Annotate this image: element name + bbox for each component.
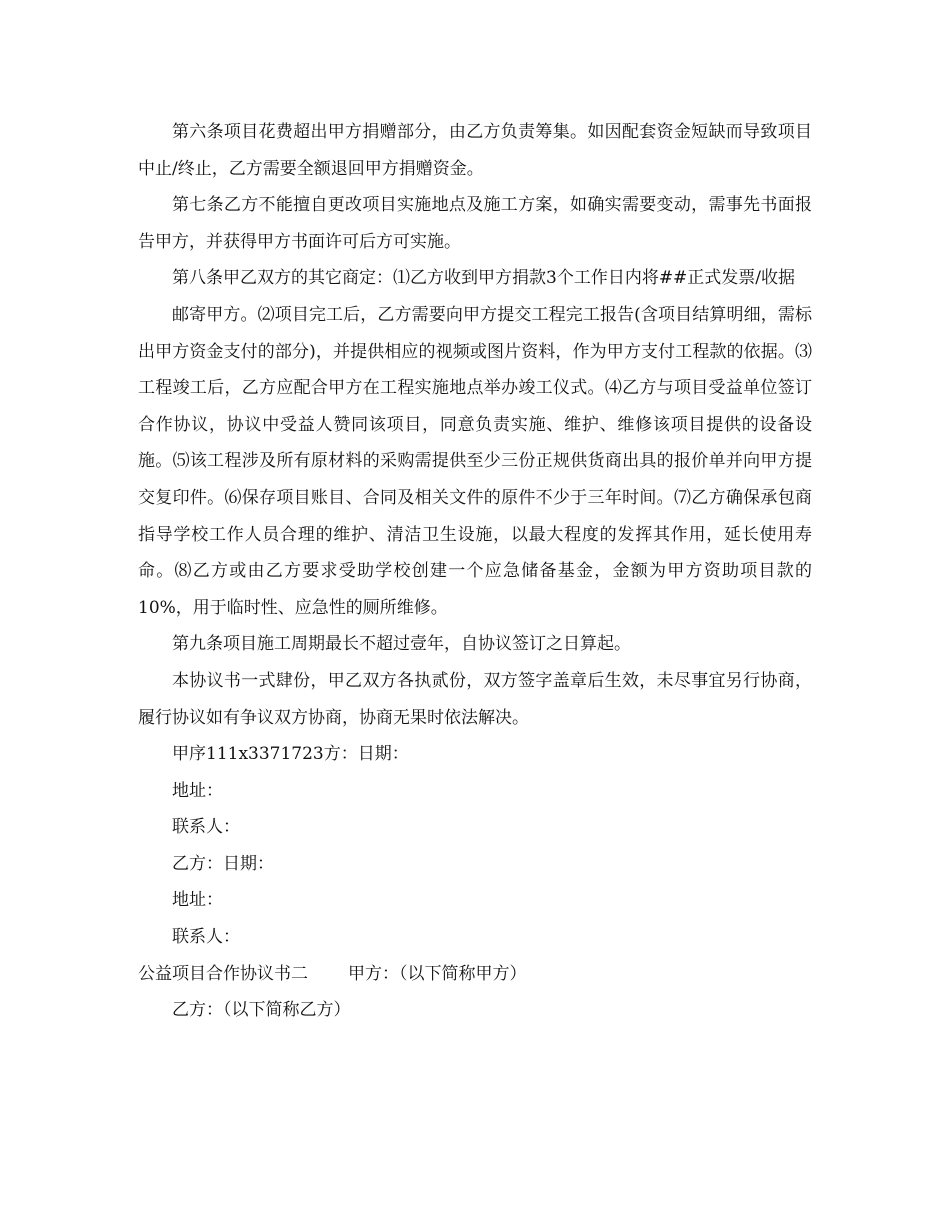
party-a-contact: 联系人： xyxy=(172,817,240,838)
next-agreement-title: 公益项目合作协议书二 xyxy=(138,963,308,984)
party-a-address: 地址： xyxy=(172,780,223,801)
next-agreement-party-a: 甲方：（以下简称甲方） xyxy=(348,963,527,984)
party-b-address: 地址： xyxy=(172,890,223,911)
closing-clause: 本协议书一式肆份，甲乙双方各执贰份，双方签字盖章后生效，未尽事宜另行协商，履行协议如有争议双方协商，协商无果时依法解决。 xyxy=(138,670,812,728)
next-agreement-party-b: 乙方：（以下简称乙方） xyxy=(172,1000,351,1021)
clause-7: 第七条乙方不能擅自更改项目实施地点及施工方案，如确实需要变动，需事先书面报告甲方，并获得甲方书面许可后方可实施。 xyxy=(138,195,812,252)
party-a-date-line: 甲序111x3371723方：日期： xyxy=(172,744,409,765)
clause-8-continued: 邮寄甲方。⑵项目完工后，乙方需要向甲方提交工程完工报告(含项目结算明细，需标出甲方资金支付的部分)，并提供相应的视频或图片资料，作为甲方支付工程款的依据。⑶工程竣工后，乙方应配合甲方在工程实施地点举办竣工仪式。⑷乙方与项目受益单位签订合作协议，协议中受益人赞同该项目，同意负责实施、维护、维修该项目提供的设备设施。⑸该工程涉及所有原材料的采购需提供至少三份正规供货商出具的报价单并向甲方提交复印件。⑹保存项目账目、合同及相关文件的原件不少于三年时间。⑺乙方确保承包商指导学校工作人员合理的维护、清洁卫生设施，以最大程度的发挥其作用，延长使用寿命。⑻乙方或由乙方要求受助学校创建一个应急储备基金，金额为甲方资助项目款的10%，用于临时性、应急性的厕所维修。 xyxy=(138,304,812,618)
document-body xyxy=(138,114,812,1029)
clause-8: 第八条甲乙双方的其它商定：⑴乙方收到甲方捐款3个工作日内将##正式发票/收据 xyxy=(172,268,796,289)
party-b-date-line: 乙方：日期： xyxy=(172,853,274,874)
clause-6: 第六条项目花费超出甲方捐赠部分，由乙方负责筹集。如因配套资金短缺而导致项目中止/终止，乙方需要全额退回甲方捐赠资金。 xyxy=(138,122,812,179)
party-b-contact: 联系人： xyxy=(172,927,240,948)
clause-9: 第九条项目施工周期最长不超过壹年，自协议签订之日算起。 xyxy=(172,634,631,655)
next-agreement-heading-line xyxy=(138,956,812,993)
